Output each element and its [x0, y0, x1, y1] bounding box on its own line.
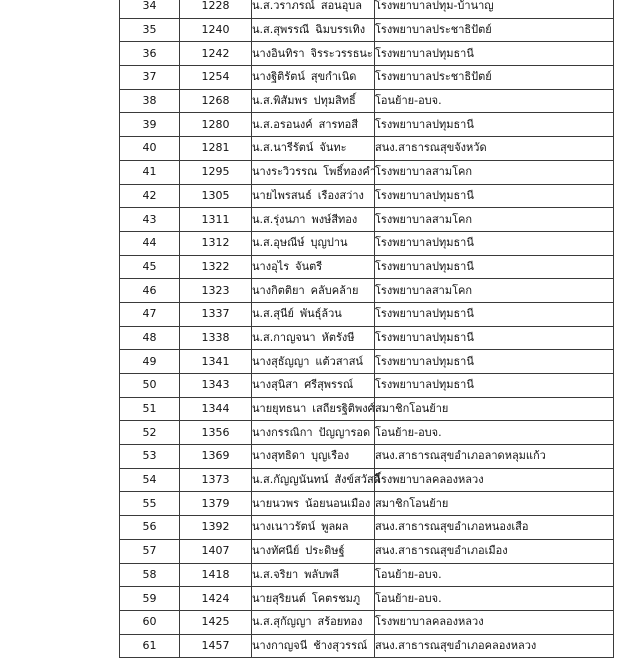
first-name: นายสุริยนต์ [252, 591, 306, 605]
last-name: แต้วสาสน์ [315, 354, 363, 368]
table-row [120, 113, 614, 137]
workplace-cell: สนง.สาธารณสุขจังหวัด [375, 137, 614, 161]
row-number-cell: 44 [120, 231, 180, 255]
first-name: น.ส.นารีรัตน์ [252, 141, 314, 155]
first-name: นางสุทธิดา [252, 449, 306, 463]
member-name-cell [252, 374, 375, 398]
member-id-cell: 1425 [180, 610, 252, 634]
workplace-cell: โรงพยาบาลคลองหลวง [375, 468, 614, 492]
row-number-cell: 58 [120, 563, 180, 587]
first-name: น.ส.สุพรรณี [252, 23, 310, 37]
table-row [120, 374, 614, 398]
last-name: สุขกำเนิด [310, 70, 357, 84]
member-name-cell [252, 231, 375, 255]
workplace-cell: โรงพยาบาลปทุมธานี [375, 350, 614, 374]
table-row [120, 563, 614, 587]
member-id-cell: 1312 [180, 231, 252, 255]
workplace-cell: โอนย้าย-อบจ. [375, 563, 614, 587]
workplace-cell: โรงพยาบาลปทุมธานี [375, 42, 614, 66]
row-number-cell: 49 [120, 350, 180, 374]
member-name-cell [252, 279, 375, 303]
member-id-cell: 1356 [180, 421, 252, 445]
workplace-cell: โรงพยาบาลประชาธิปัตย์ [375, 66, 614, 90]
workplace-cell: โอนย้าย-อบจ. [375, 89, 614, 113]
member-name-cell [252, 18, 375, 42]
last-name: จิรระวรรธนะ [310, 46, 373, 60]
member-id-cell: 1341 [180, 350, 252, 374]
member-name-cell [252, 302, 375, 326]
row-number-cell: 59 [120, 587, 180, 611]
table-row [120, 208, 614, 232]
last-name: สังข์สวัสดิ์ [334, 473, 381, 487]
workplace-cell: โรงพยาบาลปทุมธานี [375, 184, 614, 208]
member-name-cell [252, 468, 381, 492]
member-id-cell: 1228 [180, 0, 252, 18]
table-row [120, 66, 614, 90]
member-id-cell: 1305 [180, 184, 252, 208]
last-name: บุญปาน [310, 236, 348, 250]
table-row [120, 350, 614, 374]
table-row [120, 516, 614, 540]
member-name-cell [252, 350, 375, 374]
last-name: น้อยนอนเมือง [305, 496, 371, 510]
last-name: บุญเรือง [311, 449, 350, 463]
member-name-cell [252, 42, 375, 66]
table-row [120, 326, 614, 350]
member-id-cell: 1424 [180, 587, 252, 611]
workplace-cell: โอนย้าย-อบจ. [375, 587, 614, 611]
row-number-cell: 42 [120, 184, 180, 208]
row-number-cell: 57 [120, 539, 180, 563]
last-name: ฉิมบรรเทิง [315, 23, 366, 37]
first-name: นางกาญจนี [252, 638, 308, 652]
member-id-cell: 1373 [180, 468, 252, 492]
member-name-cell [252, 563, 375, 587]
table-row [120, 587, 614, 611]
first-name: นายนวพร [252, 496, 299, 510]
member-id-cell: 1418 [180, 563, 252, 587]
member-id-cell: 1322 [180, 255, 252, 279]
table-row [120, 231, 614, 255]
table-row [120, 137, 614, 161]
table-row [120, 397, 614, 421]
member-id-cell: 1392 [180, 516, 252, 540]
workplace-cell: สนง.สาธารณสุขอำเภอเมือง [375, 539, 614, 563]
member-name-cell [252, 516, 375, 540]
member-id-cell: 1343 [180, 374, 252, 398]
workplace-cell: โรงพยาบาลคลองหลวง [375, 610, 614, 634]
row-number-cell: 41 [120, 160, 180, 184]
first-name: น.ส.วราภรณ์ [252, 0, 315, 13]
row-number-cell: 34 [120, 0, 180, 18]
member-id-cell: 1311 [180, 208, 252, 232]
row-number-cell: 39 [120, 113, 180, 137]
member-name-cell [252, 184, 375, 208]
member-id-cell: 1254 [180, 66, 252, 90]
table-row [120, 539, 614, 563]
member-name-cell [252, 326, 375, 350]
first-name: นางกรรณิกา [252, 425, 313, 439]
last-name: เสถียรฐิติพงศ์ [312, 402, 375, 416]
last-name: พงษ์สีทอง [311, 212, 358, 226]
last-name: สารทอสี [318, 117, 358, 131]
last-name: ปัญญารอด [318, 425, 371, 439]
last-name: จันทะ [319, 141, 347, 155]
member-name-cell [252, 89, 375, 113]
member-name-cell [252, 137, 375, 161]
first-name: น.ส.สุกัญญา [252, 615, 312, 629]
table-row [120, 184, 614, 208]
row-number-cell: 48 [120, 326, 180, 350]
first-name: น.ส.จริยา [252, 567, 299, 581]
last-name: ศรีสุพรรณ์ [304, 378, 354, 392]
row-number-cell: 47 [120, 302, 180, 326]
member-name-cell [252, 587, 375, 611]
member-name-cell [252, 66, 375, 90]
table-row [120, 492, 614, 516]
table-row [120, 279, 614, 303]
member-id-cell: 1407 [180, 539, 252, 563]
table-row [120, 160, 614, 184]
first-name: นางระวิวรรณ [252, 165, 318, 179]
member-id-cell: 1240 [180, 18, 252, 42]
first-name: น.ส.อุษณีษ์ [252, 236, 305, 250]
table-row [120, 89, 614, 113]
member-id-cell: 1337 [180, 302, 252, 326]
last-name: หัตรังษี [321, 330, 355, 344]
workplace-cell: สนง.สาธารณสุขอำเภอคลองหลวง [375, 634, 614, 658]
table-row [120, 445, 614, 469]
member-id-cell: 1242 [180, 42, 252, 66]
row-number-cell: 36 [120, 42, 180, 66]
table-row [120, 18, 614, 42]
first-name: นางทัศนีย์ [252, 544, 300, 558]
row-number-cell: 60 [120, 610, 180, 634]
member-name-cell [252, 113, 375, 137]
workplace-cell: โรงพยาบาลประชาธิปัตย์ [375, 18, 614, 42]
first-name: นางกิตติยา [252, 283, 305, 297]
last-name: พลับพลี [304, 567, 340, 581]
member-id-cell: 1379 [180, 492, 252, 516]
member-name-cell [252, 492, 375, 516]
last-name: พูลผล [321, 520, 349, 534]
first-name: น.ส.รุ่งนภา [252, 212, 306, 226]
table-row [120, 255, 614, 279]
first-name: น.ส.อรอนงค์ [252, 117, 313, 131]
table-row [120, 421, 614, 445]
first-name: น.ส.สุนีย์ [252, 307, 294, 321]
row-number-cell: 55 [120, 492, 180, 516]
first-name: น.ส.กัญญนันทน์ [252, 473, 329, 487]
row-number-cell: 40 [120, 137, 180, 161]
table-row [120, 42, 614, 66]
workplace-cell: โรงพยาบาลปทุมธานี [375, 255, 614, 279]
member-id-cell: 1323 [180, 279, 252, 303]
last-name: คลับคล้าย [310, 283, 359, 297]
workplace-cell: โรงพยาบาลสามโคก [375, 208, 614, 232]
first-name: นางอินทิรา [252, 46, 305, 60]
table-row [120, 302, 614, 326]
last-name: สอนอุบล [320, 0, 363, 13]
row-number-cell: 56 [120, 516, 180, 540]
row-number-cell: 38 [120, 89, 180, 113]
workplace-cell: โรงพยาบาลปทุมธานี [375, 113, 614, 137]
member-id-cell: 1295 [180, 160, 252, 184]
member-id-cell: 1457 [180, 634, 252, 658]
member-id-cell: 1268 [180, 89, 252, 113]
member-id-cell: 1281 [180, 137, 252, 161]
row-number-cell: 52 [120, 421, 180, 445]
first-name: นางสุนิสา [252, 378, 299, 392]
member-name-cell [252, 539, 375, 563]
member-name-cell [252, 0, 375, 18]
first-name: นายไพรสนธ์ [252, 188, 312, 202]
last-name: โคตรชมภู [311, 591, 361, 605]
row-number-cell: 43 [120, 208, 180, 232]
workplace-cell: สมาชิกโอนย้าย [375, 397, 614, 421]
workplace-cell: โรงพยาบาลปทุม-บ้านาญ [375, 0, 614, 18]
member-name-cell [252, 634, 375, 658]
last-name: โพธิ์ทองคำ [323, 165, 376, 179]
first-name: นางอุไร [252, 259, 290, 273]
member-name-cell [252, 610, 375, 634]
last-name: ประดิษฐ์ [305, 544, 345, 558]
table-row [120, 0, 614, 18]
workplace-cell: สนง.สาธารณสุขอำเภอหนองเสือ [375, 516, 614, 540]
member-name-cell [252, 397, 375, 421]
first-name: น.ส.พิสัมพร [252, 94, 308, 108]
row-number-cell: 51 [120, 397, 180, 421]
last-name: เรืองสว่าง [317, 188, 364, 202]
row-number-cell: 45 [120, 255, 180, 279]
last-name: สร้อยทอง [317, 615, 363, 629]
first-name: นายยุทธนา [252, 402, 307, 416]
workplace-cell: โรงพยาบาลปทุมธานี [375, 326, 614, 350]
row-number-cell: 54 [120, 468, 180, 492]
workplace-cell: สมาชิกโอนย้าย [375, 492, 614, 516]
first-name: นางฐิติรัตน์ [252, 70, 305, 84]
first-name: น.ส.กาญจนา [252, 330, 316, 344]
table-row [120, 468, 614, 492]
workplace-cell: โรงพยาบาลปทุมธานี [375, 231, 614, 255]
row-number-cell: 35 [120, 18, 180, 42]
member-name-cell [252, 208, 375, 232]
row-number-cell: 46 [120, 279, 180, 303]
member-id-cell: 1344 [180, 397, 252, 421]
table-row [120, 634, 614, 658]
workplace-cell: โอนย้าย-อบจ. [375, 421, 614, 445]
member-name-cell [252, 445, 375, 469]
last-name: ปทุมสิทธิ์ [313, 94, 356, 108]
member-id-cell: 1369 [180, 445, 252, 469]
member-id-cell: 1338 [180, 326, 252, 350]
row-number-cell: 61 [120, 634, 180, 658]
row-number-cell: 50 [120, 374, 180, 398]
row-number-cell: 53 [120, 445, 180, 469]
member-name-cell [252, 255, 375, 279]
first-name: นางเนาวรัตน์ [252, 520, 316, 534]
last-name: พันธุ์ล้วน [299, 307, 342, 321]
member-id-cell: 1280 [180, 113, 252, 137]
workplace-cell: โรงพยาบาลปทุมธานี [375, 374, 614, 398]
workplace-cell: โรงพยาบาลสามโคก [375, 160, 614, 184]
last-name: ช้างสุวรรณ์ [313, 638, 368, 652]
workplace-cell: โรงพยาบาลปทุมธานี [375, 302, 614, 326]
member-name-cell [252, 421, 375, 445]
member-roster-table [119, 0, 614, 658]
roster-table-body [120, 0, 614, 658]
workplace-cell: โรงพยาบาลสามโคก [375, 279, 614, 303]
first-name: นางสุธัญญา [252, 354, 310, 368]
member-name-cell [252, 160, 375, 184]
last-name: จันตรี [295, 259, 323, 273]
row-number-cell: 37 [120, 66, 180, 90]
workplace-cell: สนง.สาธารณสุขอำเภอลาดหลุมแก้ว [375, 445, 614, 469]
table-row [120, 610, 614, 634]
